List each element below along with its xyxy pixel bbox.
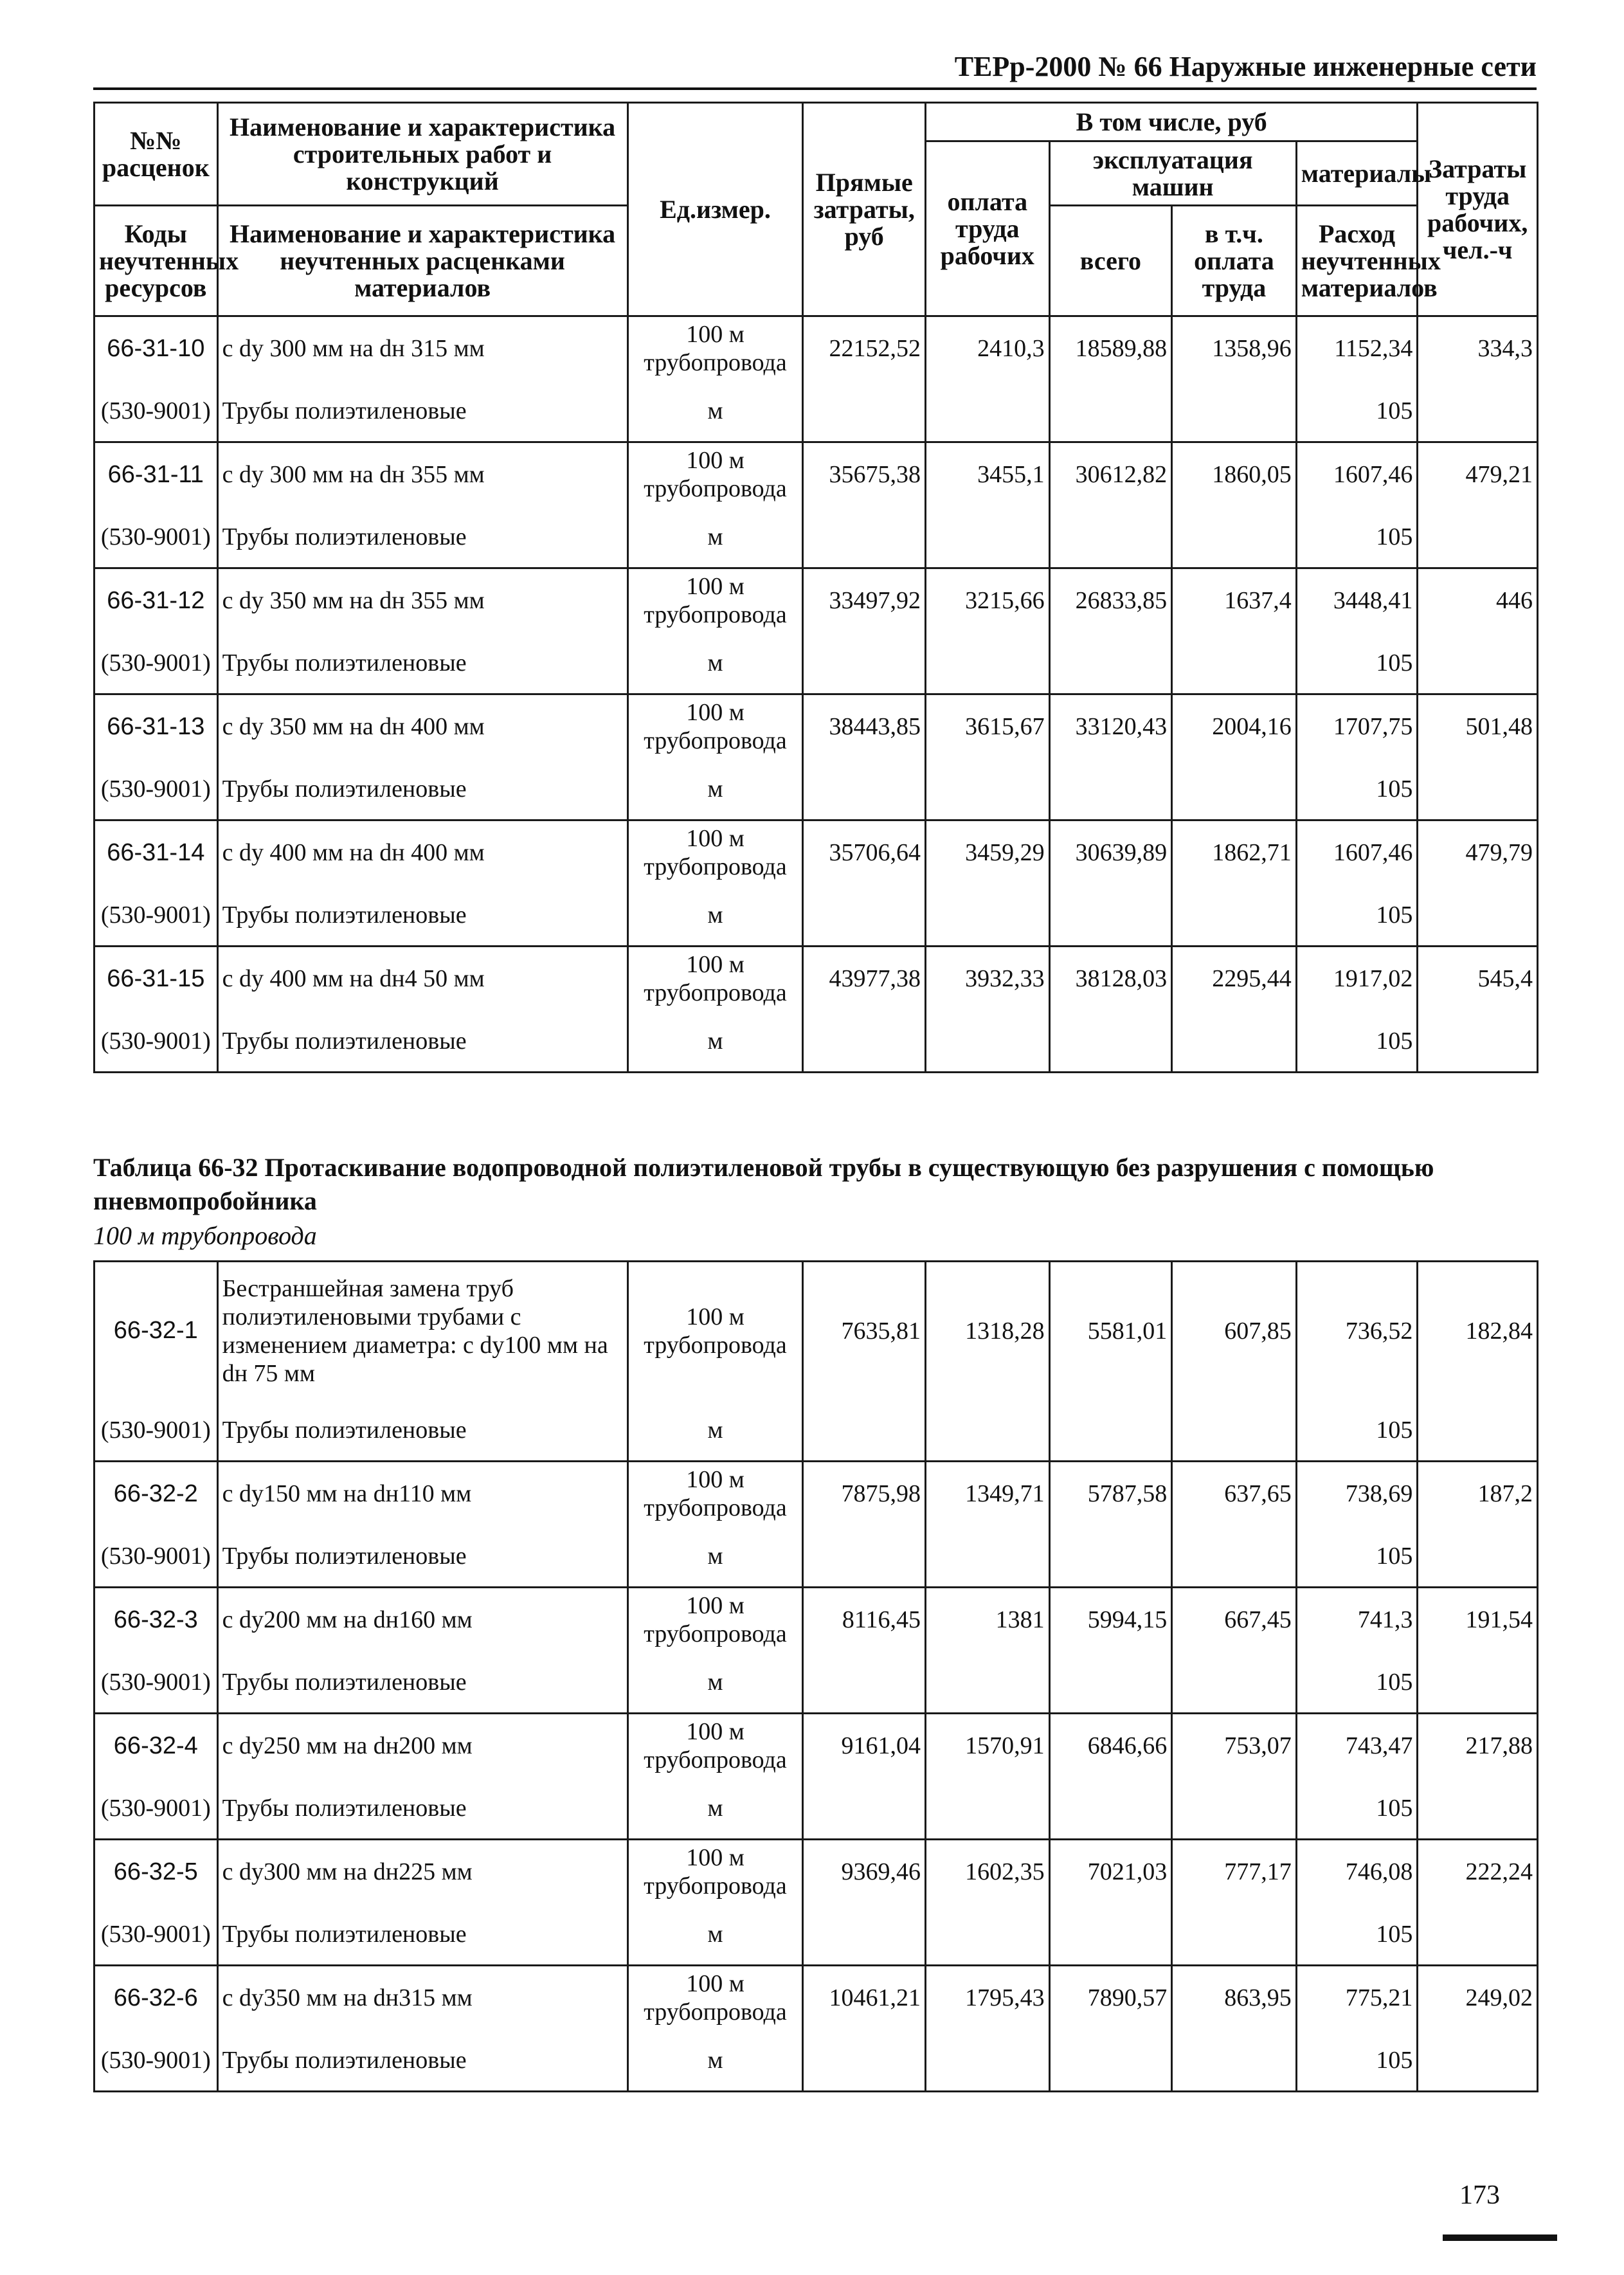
empty-cell <box>1172 507 1297 568</box>
empty-cell <box>1049 759 1172 820</box>
material-name: Трубы полиэтиленовые <box>217 633 627 694</box>
machines-total: 5994,15 <box>1049 1588 1172 1652</box>
material-unit: м <box>627 1526 803 1588</box>
machines-total: 5581,01 <box>1049 1262 1172 1400</box>
material-unit: м <box>627 1652 803 1714</box>
rate-code: 66-32-5 <box>95 1840 218 1904</box>
material-unit: м <box>627 633 803 694</box>
labor-pay: 1381 <box>926 1588 1050 1652</box>
labor-pay: 3215,66 <box>925 568 1049 633</box>
empty-cell <box>1172 1400 1297 1462</box>
material-code: (530-9001) <box>95 633 218 694</box>
machines-labor: 1637,4 <box>1172 568 1297 633</box>
empty-cell <box>1418 1011 1538 1073</box>
rates-table-66-31 <box>93 102 1538 1073</box>
col-header-machines-labor: в т.ч. оплата труда <box>1172 206 1297 316</box>
empty-cell <box>1172 2030 1297 2092</box>
material-row <box>95 885 1538 947</box>
empty-cell <box>1418 1526 1538 1588</box>
empty-cell <box>926 1778 1050 1840</box>
machines-total: 38128,03 <box>1049 947 1172 1011</box>
material-row <box>95 1778 1538 1840</box>
col-header-name-bottom: Наименование и характеристика неучтенных расценками материалов <box>217 206 627 316</box>
empty-cell <box>1049 633 1172 694</box>
material-unit: м <box>627 1778 803 1840</box>
labor-hours: 446 <box>1418 568 1538 633</box>
material-unit: м <box>627 507 803 568</box>
empty-cell <box>803 1526 926 1588</box>
empty-cell <box>1418 759 1538 820</box>
col-header-machines-total: всего <box>1049 206 1172 316</box>
direct-cost: 38443,85 <box>803 694 926 759</box>
empty-cell <box>1049 1526 1172 1588</box>
labor-hours: 182,84 <box>1418 1262 1538 1400</box>
empty-cell <box>803 1904 926 1966</box>
machines-total: 18589,88 <box>1049 316 1172 381</box>
header-rule <box>93 87 1537 90</box>
rate-row <box>95 694 1538 759</box>
labor-hours: 191,54 <box>1418 1588 1538 1652</box>
material-qty: 105 <box>1296 1904 1418 1966</box>
material-code: (530-9001) <box>95 2030 218 2092</box>
labor-pay: 1318,28 <box>926 1262 1050 1400</box>
unit-of-measure: 100 м трубопровода <box>627 1588 803 1652</box>
empty-cell <box>1418 1904 1538 1966</box>
col-header-code-bottom: Коды неучтенных ресурсов <box>95 206 218 316</box>
material-name: Трубы полиэтиленовые <box>217 2030 627 2092</box>
machines-labor: 637,65 <box>1172 1462 1297 1526</box>
material-name: Трубы полиэтиленовые <box>217 381 627 442</box>
machines-total: 26833,85 <box>1049 568 1172 633</box>
material-row <box>95 1011 1538 1073</box>
material-qty: 105 <box>1296 1526 1418 1588</box>
empty-cell <box>926 1400 1050 1462</box>
machines-labor: 1860,05 <box>1172 442 1297 507</box>
material-code: (530-9001) <box>95 381 218 442</box>
empty-cell <box>926 1652 1050 1714</box>
rate-code: 66-31-11 <box>95 442 218 507</box>
material-code: (530-9001) <box>95 1778 218 1840</box>
material-row <box>95 1652 1538 1714</box>
labor-hours: 545,4 <box>1418 947 1538 1011</box>
labor-pay: 3455,1 <box>925 442 1049 507</box>
machines-total: 33120,43 <box>1049 694 1172 759</box>
empty-cell <box>1172 1011 1297 1073</box>
empty-cell <box>803 2030 926 2092</box>
material-code: (530-9001) <box>95 1400 218 1462</box>
machines-labor: 777,17 <box>1172 1840 1297 1904</box>
rate-row <box>95 316 1538 381</box>
rate-row <box>95 442 1538 507</box>
machines-labor: 753,07 <box>1172 1714 1297 1778</box>
work-name: с dy 350 мм на dн 400 мм <box>217 694 627 759</box>
rate-code: 66-32-3 <box>95 1588 218 1652</box>
table2-caption: Таблица 66-32 Протаскивание водопроводной полиэтиленовой трубы в существующую без разрушения с помощью пневмопробойника <box>93 1153 1434 1215</box>
direct-cost: 22152,52 <box>803 316 926 381</box>
empty-cell <box>925 381 1049 442</box>
empty-cell <box>1418 1778 1538 1840</box>
empty-cell <box>1049 1011 1172 1073</box>
rate-code: 66-32-1 <box>95 1262 218 1400</box>
material-row <box>95 381 1538 442</box>
machines-labor: 1862,71 <box>1172 820 1297 885</box>
empty-cell <box>1049 1778 1172 1840</box>
empty-cell <box>1049 507 1172 568</box>
machines-labor: 2295,44 <box>1172 947 1297 1011</box>
machines-labor: 667,45 <box>1172 1588 1297 1652</box>
empty-cell <box>1172 1904 1297 1966</box>
material-name: Трубы полиэтиленовые <box>217 1652 627 1714</box>
work-name: с dy150 мм на dн110 мм <box>217 1462 627 1526</box>
work-name: с dy 300 мм на dн 315 мм <box>217 316 627 381</box>
col-header-labor-pay: оплата труда рабочих <box>925 141 1049 316</box>
page-header-title: ТЕРр-2000 № 66 Наружные инженерные сети <box>954 51 1537 82</box>
material-code: (530-9001) <box>95 507 218 568</box>
unit-of-measure: 100 м трубопровода <box>627 316 803 381</box>
machines-total: 30639,89 <box>1049 820 1172 885</box>
work-name: Бестраншейная замена труб полиэтиленовыми трубами с изменением диаметра: с dy100 мм на dн 75 мм <box>217 1262 627 1400</box>
labor-pay: 1602,35 <box>926 1840 1050 1904</box>
labor-pay: 1795,43 <box>926 1966 1050 2030</box>
empty-cell <box>925 885 1049 947</box>
materials-cost: 1607,46 <box>1296 820 1418 885</box>
col-header-name-top: Наименование и характеристика строительных работ и конструкций <box>217 103 627 206</box>
material-row <box>95 1526 1538 1588</box>
empty-cell <box>803 759 926 820</box>
work-name: с dy 350 мм на dн 355 мм <box>217 568 627 633</box>
direct-cost: 9161,04 <box>803 1714 926 1778</box>
col-header-code-top: №№ расценок <box>95 103 218 206</box>
unit-of-measure: 100 м трубопровода <box>627 1262 803 1400</box>
labor-hours: 187,2 <box>1418 1462 1538 1526</box>
materials-cost: 3448,41 <box>1296 568 1418 633</box>
work-name: с dy200 мм на dн160 мм <box>217 1588 627 1652</box>
labor-hours: 222,24 <box>1418 1840 1538 1904</box>
footer-bar <box>1443 2234 1557 2241</box>
empty-cell <box>803 381 926 442</box>
material-row <box>95 1904 1538 1966</box>
labor-pay: 1349,71 <box>926 1462 1050 1526</box>
material-unit: м <box>627 1400 803 1462</box>
empty-cell <box>1172 1526 1297 1588</box>
col-header-incl: В том числе, руб <box>925 103 1417 141</box>
rate-code: 66-32-4 <box>95 1714 218 1778</box>
machines-total: 30612,82 <box>1049 442 1172 507</box>
empty-cell <box>803 1400 926 1462</box>
rates-table-66-32 <box>93 1260 1538 2092</box>
unit-of-measure: 100 м трубопровода <box>627 1462 803 1526</box>
rate-row <box>95 1462 1538 1526</box>
empty-cell <box>803 1011 926 1073</box>
material-name: Трубы полиэтиленовые <box>217 1904 627 1966</box>
col-header-labor-cost: Затраты труда рабочих, чел.-ч <box>1418 103 1538 316</box>
rate-code: 66-31-15 <box>95 947 218 1011</box>
direct-cost: 35706,64 <box>803 820 926 885</box>
materials-cost: 1152,34 <box>1296 316 1418 381</box>
material-name: Трубы полиэтиленовые <box>217 759 627 820</box>
material-qty: 105 <box>1296 633 1418 694</box>
unit-of-measure: 100 м трубопровода <box>627 1966 803 2030</box>
material-qty: 105 <box>1296 1011 1418 1073</box>
material-unit: м <box>627 2030 803 2092</box>
materials-cost: 738,69 <box>1296 1462 1418 1526</box>
unit-of-measure: 100 м трубопровода <box>627 1840 803 1904</box>
labor-hours: 249,02 <box>1418 1966 1538 2030</box>
work-name: с dy 400 мм на dн 400 мм <box>217 820 627 885</box>
work-name: с dy350 мм на dн315 мм <box>217 1966 627 2030</box>
materials-cost: 743,47 <box>1296 1714 1418 1778</box>
empty-cell <box>1049 381 1172 442</box>
rate-code: 66-31-10 <box>95 316 218 381</box>
material-name: Трубы полиэтиленовые <box>217 1400 627 1462</box>
material-name: Трубы полиэтиленовые <box>217 1011 627 1073</box>
empty-cell <box>1418 381 1538 442</box>
material-unit: м <box>627 759 803 820</box>
empty-cell <box>925 507 1049 568</box>
empty-cell <box>1049 1652 1172 1714</box>
empty-cell <box>803 1652 926 1714</box>
material-qty: 105 <box>1296 507 1418 568</box>
empty-cell <box>1418 2030 1538 2092</box>
empty-cell <box>1172 633 1297 694</box>
rate-row <box>95 1262 1538 1400</box>
direct-cost: 35675,38 <box>803 442 926 507</box>
material-qty: 105 <box>1296 759 1418 820</box>
empty-cell <box>1172 1778 1297 1840</box>
empty-cell <box>926 1904 1050 1966</box>
empty-cell <box>1418 633 1538 694</box>
work-name: с dy 400 мм на dн4 50 мм <box>217 947 627 1011</box>
labor-pay: 2410,3 <box>925 316 1049 381</box>
material-unit: м <box>627 1011 803 1073</box>
direct-cost: 7635,81 <box>803 1262 926 1400</box>
materials-cost: 741,3 <box>1296 1588 1418 1652</box>
empty-cell <box>1172 759 1297 820</box>
material-row <box>95 507 1538 568</box>
empty-cell <box>1172 381 1297 442</box>
materials-cost: 1917,02 <box>1296 947 1418 1011</box>
labor-pay: 3932,33 <box>925 947 1049 1011</box>
materials-cost: 736,52 <box>1296 1262 1418 1400</box>
empty-cell <box>925 759 1049 820</box>
col-header-materials: материалы <box>1296 141 1418 206</box>
labor-hours: 217,88 <box>1418 1714 1538 1778</box>
empty-cell <box>803 1778 926 1840</box>
machines-total: 7890,57 <box>1049 1966 1172 2030</box>
direct-cost: 10461,21 <box>803 1966 926 2030</box>
empty-cell <box>1418 1652 1538 1714</box>
empty-cell <box>803 633 926 694</box>
machines-labor: 1358,96 <box>1172 316 1297 381</box>
material-name: Трубы полиэтиленовые <box>217 885 627 947</box>
material-row <box>95 633 1538 694</box>
materials-cost: 1707,75 <box>1296 694 1418 759</box>
labor-pay: 3459,29 <box>925 820 1049 885</box>
unit-of-measure: 100 м трубопровода <box>627 568 803 633</box>
rate-row <box>95 820 1538 885</box>
direct-cost: 43977,38 <box>803 947 926 1011</box>
material-code: (530-9001) <box>95 1526 218 1588</box>
direct-cost: 9369,46 <box>803 1840 926 1904</box>
material-row <box>95 759 1538 820</box>
rate-row <box>95 1966 1538 2030</box>
col-header-direct: Прямые затраты, руб <box>803 103 926 316</box>
table2-unit: 100 м трубопровода <box>93 1221 317 1250</box>
materials-cost: 1607,46 <box>1296 442 1418 507</box>
material-unit: м <box>627 381 803 442</box>
labor-hours: 479,79 <box>1418 820 1538 885</box>
rate-row <box>95 1588 1538 1652</box>
rate-code: 66-31-13 <box>95 694 218 759</box>
unit-of-measure: 100 м трубопровода <box>627 694 803 759</box>
empty-cell <box>1418 1400 1538 1462</box>
unit-of-measure: 100 м трубопровода <box>627 820 803 885</box>
work-name: с dy 300 мм на dн 355 мм <box>217 442 627 507</box>
material-name: Трубы полиэтиленовые <box>217 1526 627 1588</box>
empty-cell <box>803 507 926 568</box>
rate-row <box>95 1714 1538 1778</box>
labor-hours: 334,3 <box>1418 316 1538 381</box>
table2-body <box>95 1262 1538 2092</box>
empty-cell <box>925 1011 1049 1073</box>
direct-cost: 33497,92 <box>803 568 926 633</box>
direct-cost: 7875,98 <box>803 1462 926 1526</box>
material-qty: 105 <box>1296 885 1418 947</box>
labor-pay: 3615,67 <box>925 694 1049 759</box>
material-qty: 105 <box>1296 1400 1418 1462</box>
material-qty: 105 <box>1296 381 1418 442</box>
empty-cell <box>803 885 926 947</box>
material-code: (530-9001) <box>95 1904 218 1966</box>
empty-cell <box>1049 1400 1172 1462</box>
material-row <box>95 2030 1538 2092</box>
unit-of-measure: 100 м трубопровода <box>627 947 803 1011</box>
col-header-materials-unaccounted: Расход неучтенных материалов <box>1296 206 1418 316</box>
material-qty: 105 <box>1296 1778 1418 1840</box>
material-name: Трубы полиэтиленовые <box>217 1778 627 1840</box>
col-header-unit: Ед.измер. <box>627 103 803 316</box>
machines-total: 7021,03 <box>1049 1840 1172 1904</box>
page-number: 173 <box>1459 2180 1500 2210</box>
empty-cell <box>1049 885 1172 947</box>
material-qty: 105 <box>1296 1652 1418 1714</box>
material-qty: 105 <box>1296 2030 1418 2092</box>
material-unit: м <box>627 1904 803 1966</box>
material-code: (530-9001) <box>95 885 218 947</box>
material-unit: м <box>627 885 803 947</box>
material-code: (530-9001) <box>95 1011 218 1073</box>
empty-cell <box>1049 1904 1172 1966</box>
materials-cost: 746,08 <box>1296 1840 1418 1904</box>
machines-total: 5787,58 <box>1049 1462 1172 1526</box>
work-name: с dy300 мм на dн225 мм <box>217 1840 627 1904</box>
labor-hours: 501,48 <box>1418 694 1538 759</box>
labor-pay: 1570,91 <box>926 1714 1050 1778</box>
empty-cell <box>1172 1652 1297 1714</box>
empty-cell <box>926 1526 1050 1588</box>
rate-row <box>95 568 1538 633</box>
empty-cell <box>1418 507 1538 568</box>
machines-labor: 607,85 <box>1172 1262 1297 1400</box>
unit-of-measure: 100 м трубопровода <box>627 1714 803 1778</box>
machines-labor: 863,95 <box>1172 1966 1297 2030</box>
material-row <box>95 1400 1538 1462</box>
materials-cost: 775,21 <box>1296 1966 1418 2030</box>
rate-row <box>95 1840 1538 1904</box>
rate-code: 66-32-6 <box>95 1966 218 2030</box>
table1-body <box>95 316 1538 1073</box>
machines-labor: 2004,16 <box>1172 694 1297 759</box>
material-code: (530-9001) <box>95 1652 218 1714</box>
rate-row <box>95 947 1538 1011</box>
empty-cell <box>925 633 1049 694</box>
work-name: с dy250 мм на dн200 мм <box>217 1714 627 1778</box>
empty-cell <box>926 2030 1050 2092</box>
rate-code: 66-32-2 <box>95 1462 218 1526</box>
labor-hours: 479,21 <box>1418 442 1538 507</box>
empty-cell <box>1049 2030 1172 2092</box>
col-header-machines: эксплуатация машин <box>1049 141 1296 206</box>
unit-of-measure: 100 м трубопровода <box>627 442 803 507</box>
machines-total: 6846,66 <box>1049 1714 1172 1778</box>
direct-cost: 8116,45 <box>803 1588 926 1652</box>
empty-cell <box>1418 885 1538 947</box>
empty-cell <box>1172 885 1297 947</box>
rate-code: 66-31-14 <box>95 820 218 885</box>
material-name: Трубы полиэтиленовые <box>217 507 627 568</box>
rate-code: 66-31-12 <box>95 568 218 633</box>
material-code: (530-9001) <box>95 759 218 820</box>
